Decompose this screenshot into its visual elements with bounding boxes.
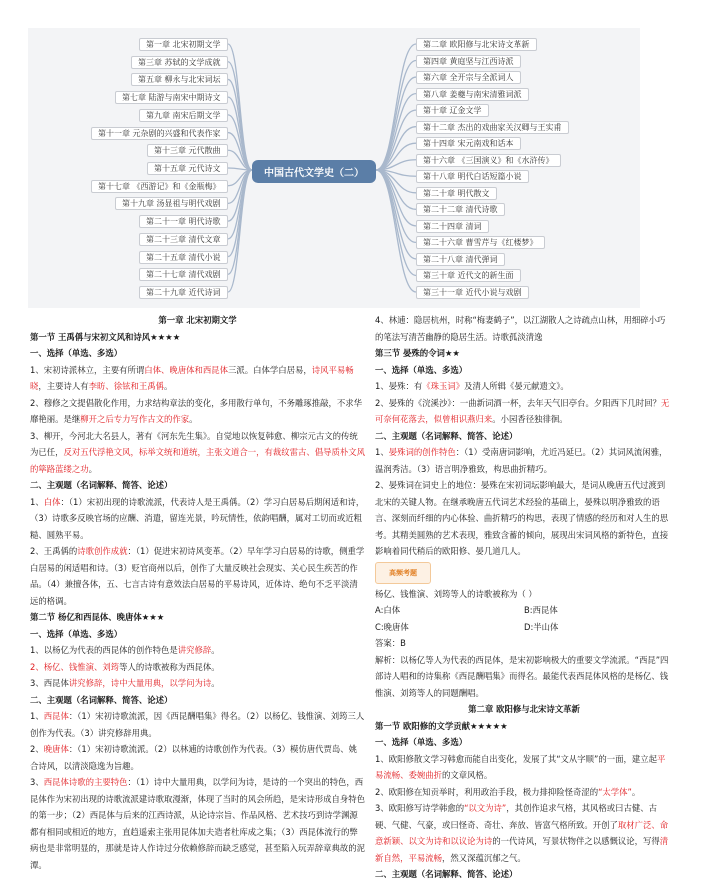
chapter-title: 第一章 北宋初期文学: [158, 315, 237, 325]
text: 1、: [375, 447, 389, 457]
highlight: 清新自然，平易流畅: [375, 836, 669, 863]
text: 的一代诗风，写景状物伴之以感慨议论，写得: [492, 836, 660, 846]
mindmap-node-right-13: 第二十六章 曹雪芹与《红楼梦》: [416, 236, 545, 249]
paragraph: [375, 444, 673, 477]
section-title: 第二节 杨亿和西昆体、晚唐体★★★: [30, 612, 165, 622]
text: 1、晏殊：有: [375, 381, 423, 391]
mindmap-node-left-13: 第二十五章 清代小说: [139, 251, 228, 264]
mindmap-center-node: 中国古代文学史（二）: [252, 160, 376, 183]
question-options: [375, 602, 673, 635]
paragraph: [30, 494, 365, 544]
text: 1、: [30, 711, 44, 721]
text: ：（1）宋初诗歌流派，因《西昆酬唱集》得名。（2）以杨亿、钱惟演、刘筠三人创作为代表。（3）讲究修辞用典。: [30, 711, 365, 738]
text: 1、宋初诗派林立，主要有所谓: [30, 364, 145, 375]
highlight: 《珠玉词》: [422, 381, 465, 391]
chapter-mindmap: [28, 28, 640, 308]
highlight: “太学体”: [598, 786, 632, 797]
paragraph: [375, 751, 673, 784]
text: ：（1）诗中大量用典，以学问为诗，是诗的一个突出的特色，西昆体作为宋初出现的诗歌流派建诗歌取漫渐，体现了当时的风会所趋，是宋诗形成自身特色的第一步；（2）西昆体与后来的江西诗派，从论诗宗旨、作品风格、艺术技巧到诗学渊源都有相同或相近的地方，直趋遥索主张用昆体加夫造者杜库成之集；（3）西昆体流行的弊病也是非常明显的，那就是诗人作诗过分依赖修辞而缺乏感觉，甚至陷入玩弄辞章典故的泥潭。: [30, 777, 365, 870]
mindmap-connector: [376, 170, 416, 226]
text: 3、: [30, 777, 44, 787]
chapter-title: 第二章 欧阳修与北宋诗文革新: [468, 704, 580, 714]
paragraph: [30, 708, 365, 741]
mindmap-node-right-6: 第十二章 杰出的戏曲家关汉卿与王实甫: [416, 121, 569, 134]
text: ：（1）促进宋初诗风变革。（2）早年学习白居易的诗歌，侧重学白居易的闲适唱和诗。（3）贬官商州以后，创作了大量反映社会现实、关心民生疾苦的作品。（4）兼擅各体，五、七言古诗有意效法白居易的平易诗风，近体诗、绝句不乏平淡清远的格调。: [30, 546, 365, 606]
text: 。: [211, 645, 220, 655]
subsection-heading: 二、主观题（名词解释、简答、论述）: [30, 480, 173, 490]
mindmap-node-left-12: 第二十三章 清代文章: [139, 233, 228, 246]
paragraph: 4、林逋：隐居杭州，时称“梅妻鹤子”，以江湖散人之诗疏点山林，用细碎小巧的笔法写清苦幽静的隐居生活。诗歌孤淡清逸: [375, 315, 666, 342]
text: ，主要诗人有: [38, 381, 89, 391]
mindmap-node-right-9: 第十八章 明代白话短篇小说: [416, 170, 529, 183]
subsection-heading: 一、选择（单选、多选）: [375, 737, 468, 747]
mindmap-connector: [376, 110, 416, 170]
text: ：（1）受南唐词影响，尤近冯延巳。（2）其词风流闲雅，温润秀洁。（3）语言明净雅致，构思曲折精巧。: [375, 447, 668, 474]
text: 等人的诗歌被称为西昆体。: [119, 661, 220, 672]
highlight: 反对五代浮艳文风，标举文统和道统，主张文道合一，有裁纹雷古、倡导质朴文风的筚路蓝缕之功: [30, 447, 365, 474]
subsection-heading: 一、选择（单选、多选）: [30, 348, 123, 358]
text: 1、: [30, 496, 44, 507]
paragraph: [30, 395, 365, 428]
subsection-heading: 一、选择（单选、多选）: [30, 628, 123, 639]
highlight: 无可奈何花落去，似曾相识燕归来: [375, 397, 670, 424]
left-column: [30, 312, 365, 873]
text: 3、柳开，今河北大名县人，著有《河东先生集》。自觉地以恢复韩愈、柳宗元古文的传统为已任，: [30, 430, 358, 457]
text: 。: [631, 786, 641, 797]
option-d: D:半山体: [524, 621, 559, 632]
mindmap-node-left-9: 第十七章 《西游记》和《金瓶梅》: [91, 180, 228, 193]
mindmap-node-left-1: 第一章 北宋初期文学: [139, 38, 228, 51]
text: ：（1）宋初诗歌流派。（2）以林逋的诗歌创作为代表。（3）模仿唐代贾岛、姚合诗风，以清淡隐逸为旨趣。: [30, 744, 357, 771]
option-a: A:白体: [375, 605, 401, 615]
text: 2、王禹偁的: [30, 546, 78, 556]
paragraph: [30, 362, 365, 395]
paragraph: [375, 784, 673, 801]
text: 。小园香径独徘徊。: [492, 414, 568, 424]
section-title: 第一节 王禹偁与宋初文风和诗风★★★★: [30, 331, 181, 342]
mindmap-node-left-11: 第二十一章 明代诗歌: [139, 215, 228, 228]
paragraph: [30, 428, 365, 478]
text: 三派。白体学白居易，: [227, 364, 312, 375]
mindmap-node-right-5: 第十章 辽金文学: [416, 104, 489, 117]
subsection-heading: 一、选择（单选、多选）: [375, 364, 468, 375]
highlight: 讲究修辞: [177, 645, 212, 655]
option-b: B:西昆体: [524, 605, 558, 615]
text: 2、穆修之文提倡散化作用，力求结构章法的变化，多用散行单句，不务雕琢推敲，不求华靡艳丽。是继: [30, 397, 362, 424]
analysis-text: 解析：以杨亿等人为代表的西昆体，是宋初影响极大的重要文学流派。“西昆”四部诗人唱和的诗集称《西昆酬唱集》而得名。最能代表西昆体风格的是杨亿、钱惟演、刘筠等人的同题酬唱。: [375, 654, 669, 698]
mindmap-node-right-10: 第二十章 明代散文: [416, 187, 497, 200]
paragraph: [30, 659, 365, 676]
paragraph: [375, 378, 673, 395]
mindmap-node-left-4: 第七章 陆游与南宋中期诗文: [115, 91, 228, 104]
text: 2、晏殊的《浣溪沙》：一曲新词酒一杯，去年天气旧亭台。夕阳西下几时回？: [375, 397, 661, 408]
high-frequency-badge: 高频考题: [375, 562, 431, 584]
text: 及清人所辑《晏元献遗文》。: [464, 381, 569, 391]
mindmap-connector: [376, 170, 416, 259]
text: 2、: [30, 744, 44, 754]
mindmap-node-right-8: 第十六章 《三国演义》和《水浒传》: [416, 154, 561, 167]
highlight: 白体、晚唐体和西昆体: [144, 364, 228, 375]
right-column: [375, 312, 673, 883]
subsection-heading: 二、主观题（名词解释、简答、论述）: [375, 869, 518, 879]
highlight: 李昉、徐铉和王禹偁: [88, 381, 164, 391]
mindmap-node-left-5: 第九章 南宋后期文学: [139, 109, 228, 122]
highlight: 西昆体: [43, 711, 69, 721]
mindmap-node-right-1: 第二章 欧阳修与北宋诗文革新: [416, 38, 537, 51]
text: 2、欧阳修在知贡举时，利用政治手段，极力排抑险怪奇涩的: [375, 786, 599, 797]
mindmap-node-right-16: 第三十一章 近代小说与戏剧: [416, 286, 529, 299]
text: 3、欧阳修写诗学韩愈的: [375, 803, 465, 813]
highlight: 晏殊词的创作特色: [388, 447, 456, 457]
paragraph: [30, 642, 365, 659]
highlight: 讲究修辞，诗中大量用典，以学问为诗: [68, 678, 212, 688]
paragraph: [30, 741, 365, 774]
text: 1、以杨亿为代表的西昆体的创作特色是: [30, 645, 178, 655]
highlight: 取材广泛、命意新颖、以文为诗和以议论为诗: [375, 819, 669, 846]
mindmap-node-right-3: 第六章 全开宗与全派词人: [416, 71, 521, 84]
text: 3、西昆体: [30, 678, 69, 688]
text: 的文章风格。: [442, 770, 493, 780]
section-title: 第三节 晏殊的令词★★: [375, 348, 460, 358]
paragraph: 2、晏殊词在词史上的地位：晏殊在宋初词坛影响最大，是词从晚唐五代过渡到北宋的关键人物。在继承晚唐五代词艺术经验的基础上，晏殊以明净雅致的语言、深刻而纤细的内心体验、曲折精巧的构思，表现了情感的经历和对人生的思考。其精美圆熟的艺术表现，雅致含蓄的倾向，展现出宋词风格的新特色，直接影响着同代稍后的欧阳修、晏几道几人。: [375, 480, 669, 556]
highlight: “以文为诗”: [464, 803, 507, 813]
option-c: C:晚唐体: [375, 621, 409, 632]
mindmap-node-left-6: 第十一章 元杂剧的兴盛和代表作家: [91, 127, 228, 140]
mindmap-node-right-12: 第二十四章 清词: [416, 220, 489, 233]
text: 1、欧阳修散文学习韩愈而能自出变化，发展了其“文从字顺”的一面，建立起: [375, 753, 658, 764]
highlight: 平易流畅、委婉曲折: [375, 753, 666, 780]
text: ，其创作追求气格，其风格或曰古健、古硬、气健、气豪，或曰怪奇、奇壮、奔放、皆富气格所致。开创了: [375, 803, 658, 830]
mindmap-node-right-15: 第三十章 近代文的新生面: [416, 269, 521, 282]
highlight: 柳开之后专力写作古文的作家: [80, 414, 190, 424]
mindmap-connector: [376, 44, 416, 170]
mindmap-node-left-3: 第五章 柳永与北宋词坛: [131, 73, 228, 86]
section-title: 第一节 欧阳修的文学贡献★★★★★: [375, 720, 508, 731]
mindmap-node-left-8: 第十五章 元代诗文: [147, 162, 228, 175]
mindmap-connector: [228, 79, 252, 170]
mindmap-node-left-14: 第二十七章 清代戏剧: [139, 268, 228, 281]
paragraph: [30, 543, 365, 609]
paragraph: [375, 395, 673, 428]
paragraph: [30, 675, 365, 692]
highlight: 西昆体诗歌的主要特色: [43, 777, 128, 787]
mindmap-node-right-11: 第二十二章 清代诗歌: [416, 203, 505, 216]
mindmap-node-right-2: 第四章 黄庭坚与江西诗派: [416, 55, 521, 68]
mindmap-node-right-14: 第二十八章 清代弹词: [416, 253, 505, 266]
mindmap-connector: [228, 170, 252, 257]
highlight: 诗歌创作成就: [77, 546, 128, 556]
text: ：（1）宋初出现的诗歌流派，代表诗人是王禹偁。（2）学习白居易后期闲适和诗，（3）诗歌多反映官场的应酬、消遣，留连光景，吟玩情性，依韵唱酬，属对工切而或近粗糙、圆熟平易。: [30, 496, 365, 540]
highlight: 白体: [43, 496, 61, 507]
highlight: 晚唐体: [43, 744, 69, 754]
mindmap-node-right-7: 第十四章 宋元南戏和话本: [416, 137, 521, 150]
subsection-heading: 二、主观题（名词解释、简答、论述）: [30, 694, 173, 705]
mindmap-connector: [376, 170, 416, 275]
subsection-heading: 二、主观题（名词解释、简答、论述）: [375, 430, 518, 441]
mindmap-connector: [376, 61, 416, 170]
paragraph: [30, 774, 365, 873]
text: 。: [164, 381, 173, 391]
text: 。: [88, 463, 97, 474]
text: ，然又深蕴沉郁之气。: [442, 852, 526, 863]
mindmap-node-left-7: 第十三章 元代散曲: [147, 144, 228, 157]
mindmap-node-left-15: 第二十九章 近代诗词: [139, 286, 228, 299]
answer-text: 答案：B: [375, 638, 406, 648]
mindmap-connector: [228, 62, 252, 170]
text: 。: [189, 414, 198, 424]
mindmap-node-left-10: 第十九章 汤显祖与明代戏剧: [115, 197, 228, 210]
question-text: 杨亿、钱惟演、刘筠等人的诗歌被称为（ ）: [375, 588, 537, 599]
highlight: 诗风平易畅晓: [30, 364, 354, 391]
paragraph: [375, 800, 673, 866]
mindmap-node-left-2: 第三章 苏轼的文学成就: [131, 56, 228, 69]
highlight: 2、杨亿、钱惟演、刘筠: [30, 661, 120, 672]
text: 。: [211, 678, 220, 688]
mindmap-node-right-4: 第八章 姜夔与南宋清雅词派: [416, 88, 529, 101]
